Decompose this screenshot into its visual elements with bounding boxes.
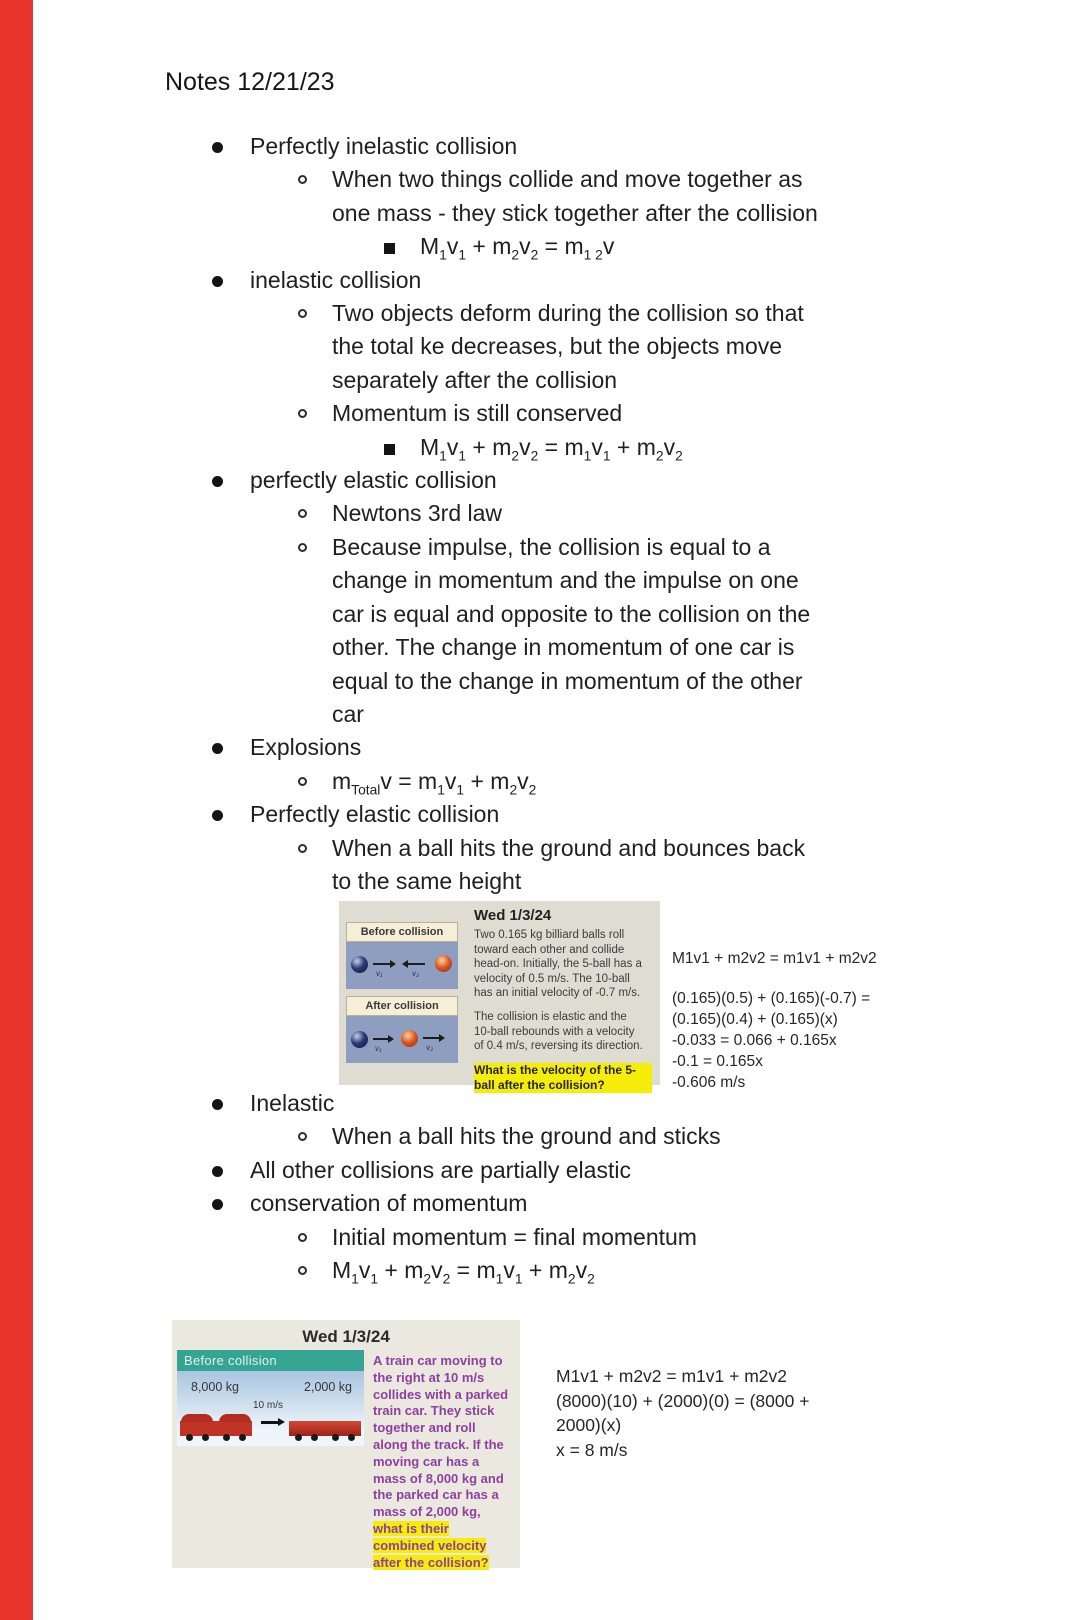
notes-section-2 xyxy=(0,1087,1080,1287)
note-item xyxy=(0,230,1080,263)
train-scene-panel xyxy=(177,1371,364,1446)
circle-bullet-icon xyxy=(298,777,307,786)
work-line: (8000)(10) + (2000)(0) = (8000 + xyxy=(556,1390,810,1411)
work-line: (0.165)(0.4) + (0.165)(x) xyxy=(672,1011,838,1028)
wheel-icon xyxy=(332,1434,339,1441)
note-text xyxy=(250,1154,631,1187)
note-text xyxy=(250,798,499,831)
note-item xyxy=(0,832,1080,899)
train-problem-text xyxy=(364,1350,520,1571)
note-line: change in momentum and the impulse on one xyxy=(332,567,799,594)
wheel-icon xyxy=(186,1434,193,1441)
ten-ball-icon xyxy=(435,955,452,972)
five-ball-icon xyxy=(351,1031,368,1048)
disc-bullet-icon xyxy=(212,810,223,821)
note-text xyxy=(332,297,804,397)
billiard-diagrams xyxy=(339,901,463,1085)
note-item xyxy=(0,264,1080,297)
note-item xyxy=(0,731,1080,764)
circle-bullet-icon xyxy=(298,309,307,318)
v1-label: v₁ xyxy=(376,969,383,978)
v2-label: v₂ xyxy=(426,1043,434,1052)
wheel-icon xyxy=(348,1434,355,1441)
note-text xyxy=(332,531,810,731)
square-bullet-icon xyxy=(384,243,395,254)
note-line: Inelastic xyxy=(250,1090,335,1116)
wheel-icon xyxy=(311,1434,318,1441)
work-line: -0.1 = 0.165x xyxy=(672,1053,763,1070)
note-item xyxy=(0,431,1080,464)
before-collision-panel xyxy=(346,942,458,989)
note-text xyxy=(250,464,497,497)
note-text xyxy=(332,1254,595,1287)
page-title: Notes 12/21/23 xyxy=(165,68,335,96)
right-arrow-icon xyxy=(423,1037,439,1039)
work-line: M1v1 + m2v2 = m1v1 + m2v2 xyxy=(556,1366,788,1386)
note-item xyxy=(0,1221,1080,1254)
note-item xyxy=(0,798,1080,831)
note-text xyxy=(250,264,421,297)
disc-bullet-icon xyxy=(212,276,223,287)
wheel-icon xyxy=(239,1434,246,1441)
circle-bullet-icon xyxy=(298,409,307,418)
note-item xyxy=(0,464,1080,497)
note-item xyxy=(0,1120,1080,1153)
highlighted-question: What is the velocity of the 5-ball after the collision? xyxy=(474,1063,652,1093)
circle-bullet-icon xyxy=(298,1233,307,1242)
note-line: When a ball hits the ground and bounces back xyxy=(332,834,806,861)
note-line: Perfectly elastic collision xyxy=(250,801,500,828)
wheel-icon xyxy=(295,1434,302,1441)
disc-bullet-icon xyxy=(212,142,223,153)
before-collision-label: Before collision xyxy=(177,1350,364,1371)
note-text xyxy=(420,431,683,464)
note-line: Two objects deform during the collision so that xyxy=(332,300,804,327)
parked-train-car-icon xyxy=(289,1421,361,1436)
work-line: x = 8 m/s xyxy=(556,1439,628,1460)
note-text xyxy=(250,1087,334,1120)
note-text xyxy=(250,1187,527,1220)
five-ball-icon xyxy=(351,956,368,973)
note-line: $M_1v_1 + m_2v_2 = m_{1 2}v$ xyxy=(420,233,615,263)
square-bullet-icon xyxy=(384,444,395,455)
wheel-icon xyxy=(223,1434,230,1441)
note-line: other. The change in momentum of one car is xyxy=(332,634,795,661)
problem-body-text: A train car moving to the right at 10 m/s collides with a parked train car. They stick together and roll along the track. If the moving car has a mass of 8,000 kg and the parked car has a mass of 2,000 kg, xyxy=(373,1353,509,1520)
circle-bullet-icon xyxy=(298,509,307,518)
note-line: $M_1v_1 + m_2v_2 = m_1v_1 + m_2v_2$ xyxy=(332,1257,595,1287)
right-arrow-icon xyxy=(261,1421,279,1424)
train-diagram xyxy=(172,1350,364,1571)
v1-label: v₁ xyxy=(375,1044,382,1053)
right-arrow-icon xyxy=(373,963,390,965)
work-line: (0.165)(0.5) + (0.165)(-0.7) = xyxy=(672,990,871,1007)
note-line: car is equal and opposite to the collision on the xyxy=(332,600,811,627)
note-line: car xyxy=(332,700,364,727)
circle-bullet-icon xyxy=(298,175,307,184)
after-collision-label: After collision xyxy=(346,996,458,1016)
note-line: $M_1v_1 + m_2v_2 = m_1v_1 + m_2v_2$ xyxy=(420,433,683,464)
notes-section-1 xyxy=(0,130,1080,898)
note-item xyxy=(0,497,1080,530)
note-text xyxy=(332,1221,697,1254)
note-text xyxy=(332,832,805,899)
note-line: perfectly elastic collision xyxy=(250,467,497,494)
note-item xyxy=(0,163,1080,230)
note-text xyxy=(420,230,614,263)
billiard-problem-figure xyxy=(339,901,660,1092)
train-worked-solution xyxy=(556,1364,809,1462)
note-line: When two things collide and move together as xyxy=(332,166,803,193)
note-item xyxy=(0,531,1080,731)
note-line: Initial momentum = final momentum xyxy=(332,1223,697,1250)
note-text xyxy=(332,397,622,430)
disc-bullet-icon xyxy=(212,743,223,754)
note-line: equal to the change in momentum of the other xyxy=(332,667,803,694)
circle-bullet-icon xyxy=(298,1132,307,1141)
note-line: $m_{Total}v = m_1v_1 + m_2v_2$ xyxy=(332,767,537,798)
note-item xyxy=(0,765,1080,798)
before-collision-label: Before collision xyxy=(346,922,458,942)
train-problem-figure xyxy=(172,1320,520,1568)
note-text xyxy=(332,1120,721,1153)
note-line: Momentum is still conserved xyxy=(332,400,623,427)
note-line: the total ke decreases, but the objects move xyxy=(332,333,783,360)
note-line: All other collisions are partially elastic xyxy=(250,1156,631,1183)
note-item xyxy=(0,397,1080,430)
note-line: to the same height xyxy=(332,867,522,894)
note-line: Because impulse, the collision is equal to a xyxy=(332,533,771,560)
circle-bullet-icon xyxy=(298,1266,307,1275)
parked-car-mass-label: 2,000 kg xyxy=(304,1380,352,1394)
note-line: separately after the collision xyxy=(332,366,618,393)
moving-car-mass-label: 8,000 kg xyxy=(191,1380,239,1394)
note-line: When a ball hits the ground and sticks xyxy=(332,1123,721,1150)
highlighted-question: what is their combined velocity after the collision? xyxy=(373,1520,489,1570)
note-text xyxy=(332,163,818,230)
moving-train-car-icon xyxy=(180,1421,252,1436)
train-figure-body xyxy=(172,1350,520,1571)
figure-date-header: Wed 1/3/24 xyxy=(302,1327,390,1346)
work-line: -0.033 = 0.066 + 0.165x xyxy=(672,1032,837,1049)
v2-label: v₂ xyxy=(412,969,420,978)
note-item xyxy=(0,1087,1080,1120)
problem-paragraph: Two 0.165 kg billiard balls roll toward each other and collide head-on. Initially, the 5-ball has a velocity of 0.5 m/s. The 10-ball has an initial velocity of -0.7 m/s. xyxy=(474,929,642,1000)
note-text xyxy=(332,765,536,798)
work-line: 2000)(x) xyxy=(556,1415,622,1435)
note-line: inelastic collision xyxy=(250,266,422,293)
note-item xyxy=(0,1254,1080,1287)
disc-bullet-icon xyxy=(212,1199,223,1210)
problem-paragraph xyxy=(373,1353,512,1571)
disc-bullet-icon xyxy=(212,476,223,487)
ten-ball-icon xyxy=(401,1030,418,1047)
disc-bullet-icon xyxy=(212,1166,223,1177)
work-line: M1v1 + m2v2 = m1v1 + m2v2 xyxy=(672,950,877,967)
disc-bullet-icon xyxy=(212,1099,223,1110)
billiard-worked-solution xyxy=(672,948,877,1093)
billiard-problem-text xyxy=(463,901,660,1092)
note-item xyxy=(0,1154,1080,1187)
work-line: -0.606 m/s xyxy=(672,1074,746,1091)
right-arrow-icon xyxy=(373,1038,388,1040)
note-item xyxy=(0,297,1080,397)
note-text xyxy=(250,130,517,163)
note-item xyxy=(0,130,1080,163)
note-line: one mass - they stick together after the collision xyxy=(332,199,818,226)
note-line: Newtons 3rd law xyxy=(332,500,503,527)
problem-paragraph: The collision is elastic and the 10-ball rebounds with a velocity of 0.4 m/s, reversing its direction. xyxy=(474,1010,643,1053)
note-item xyxy=(0,1187,1080,1220)
circle-bullet-icon xyxy=(298,844,307,853)
note-line: conservation of momentum xyxy=(250,1190,528,1217)
note-line: Perfectly inelastic collision xyxy=(250,133,518,159)
figure-date-header: Wed 1/3/24 xyxy=(474,907,552,924)
after-collision-panel xyxy=(346,1016,458,1063)
wheel-icon xyxy=(202,1434,209,1441)
note-text xyxy=(332,497,502,530)
circle-bullet-icon xyxy=(298,543,307,552)
speed-label: 10 m/s xyxy=(253,1400,284,1411)
note-text xyxy=(250,731,361,764)
note-line: Explosions xyxy=(250,734,362,761)
left-arrow-icon xyxy=(408,963,425,965)
